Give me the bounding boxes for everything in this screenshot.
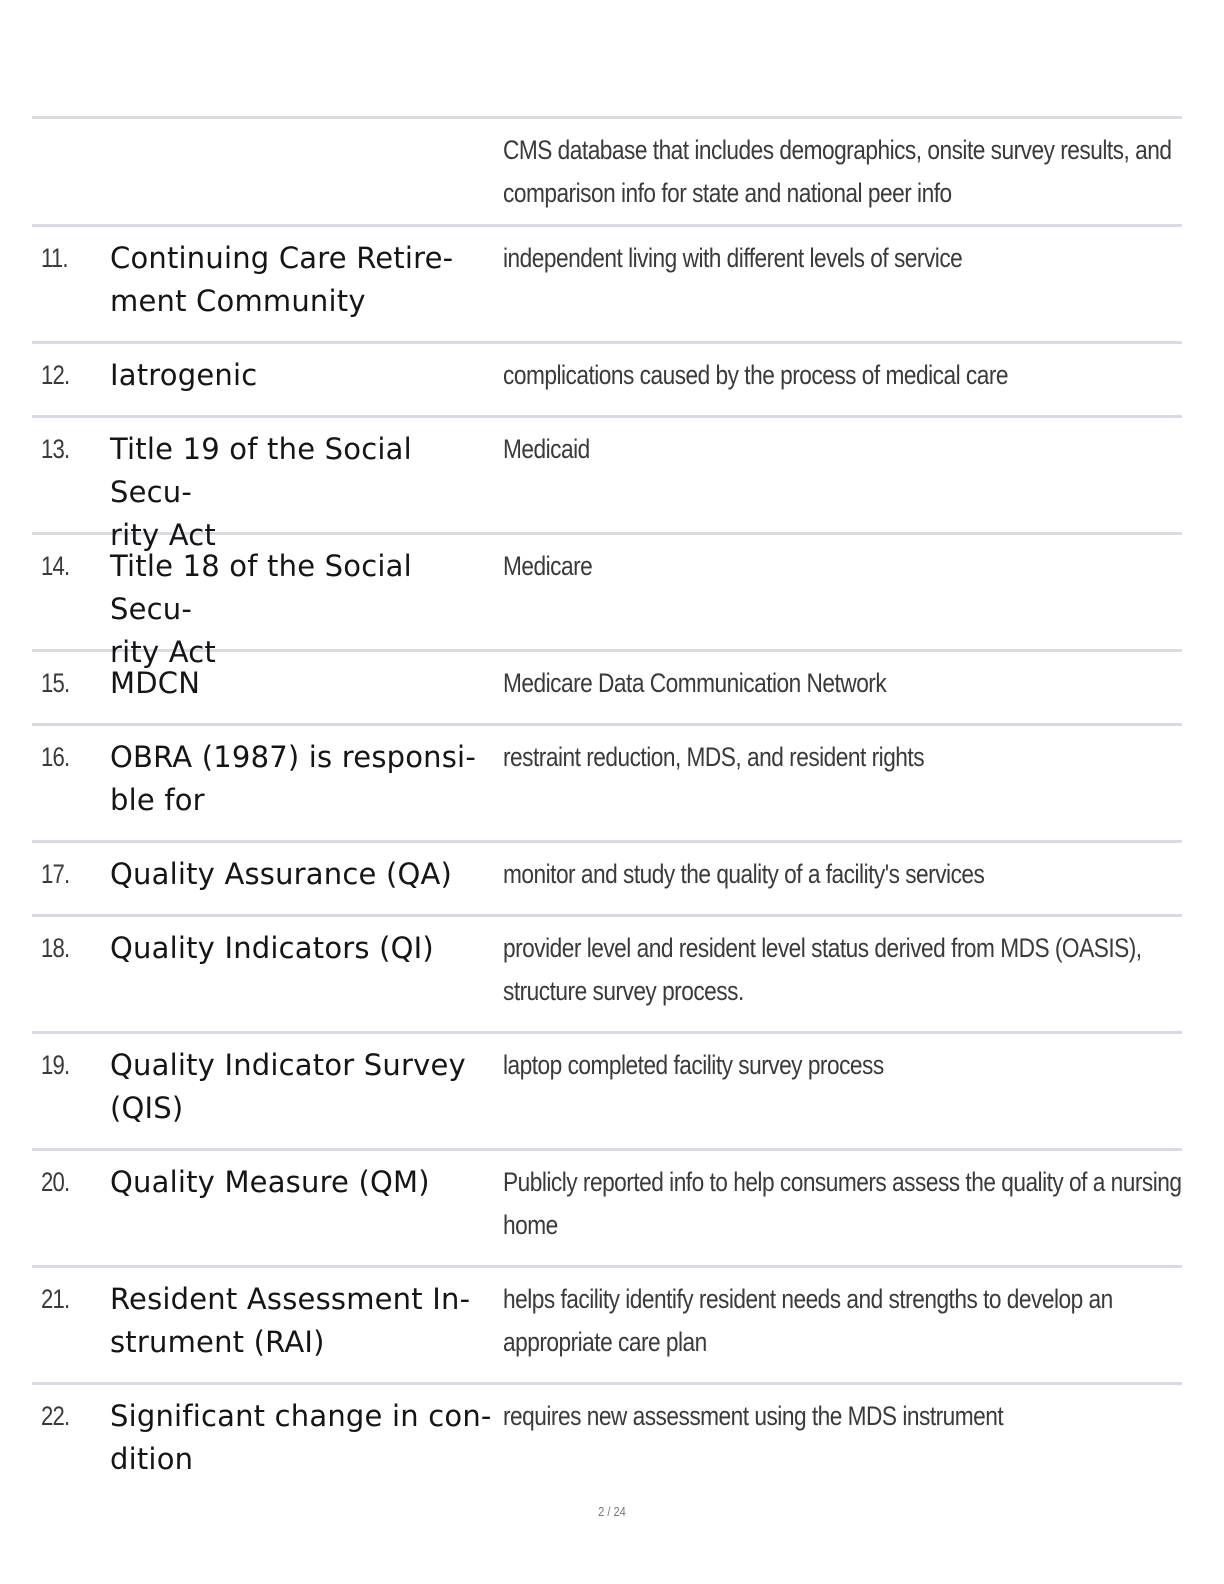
table-row xyxy=(32,418,1182,552)
item-number: 13. xyxy=(41,434,70,464)
page-number: 2 / 24 xyxy=(598,1504,626,1519)
definition-label: Medicaid xyxy=(503,434,590,464)
table-row xyxy=(32,1268,1182,1385)
item-number: 22. xyxy=(41,1401,70,1431)
item-number: 20. xyxy=(41,1167,70,1197)
item-number: 16. xyxy=(41,742,70,772)
table-row xyxy=(32,1151,1182,1268)
item-number: 12. xyxy=(41,360,70,390)
item-number: 21. xyxy=(41,1284,70,1314)
definition-text xyxy=(503,927,1182,1031)
table-row xyxy=(32,652,1182,726)
definition-text xyxy=(503,662,1182,723)
definition-label: helps facility identify resident needs and strengths to develop an appropriate care plan xyxy=(503,1284,1113,1357)
term-text: MDCN xyxy=(110,666,201,700)
definition-label: Medicare Data Communication Network xyxy=(503,668,887,698)
term-text: Quality Indicators (QI) xyxy=(110,931,434,965)
term-text: Quality Measure (QM) xyxy=(110,1165,430,1199)
definition-text xyxy=(503,1395,1182,1502)
definition-text xyxy=(503,545,1182,649)
item-number: 19. xyxy=(41,1050,70,1080)
table-row xyxy=(32,227,1182,344)
definition-label: laptop completed facility survey process xyxy=(503,1050,884,1080)
table-row xyxy=(32,344,1182,418)
definition-text xyxy=(503,1278,1182,1382)
item-number: 18. xyxy=(41,933,70,963)
table-row xyxy=(32,1034,1182,1151)
table-row xyxy=(32,1385,1182,1502)
definition-label: CMS database that includes demographics, onsite survey results, and comparison info for state and national peer info xyxy=(503,135,1172,208)
definition-label: provider level and resident level status derived from MDS (OASIS), structure survey process. xyxy=(503,933,1142,1006)
table-row xyxy=(32,917,1182,1034)
term-text: Title 18 of the Social Secu- rity Act xyxy=(110,549,412,669)
term-text: Iatrogenic xyxy=(110,358,258,392)
definition-text xyxy=(503,1044,1182,1148)
definition-label: Medicare xyxy=(503,551,593,581)
term-text: Significant change in con- dition xyxy=(110,1399,492,1476)
definition-label: Publicly reported info to help consumers assess the quality of a nursing home xyxy=(503,1167,1182,1240)
definition-text xyxy=(503,237,1182,341)
term-text: OBRA (1987) is responsi- ble for xyxy=(110,740,476,817)
term-text: Quality Indicator Survey (QIS) xyxy=(110,1048,466,1125)
definition-text xyxy=(503,129,1182,224)
table-row xyxy=(32,726,1182,843)
definition-label: requires new assessment using the MDS instrument xyxy=(503,1401,1004,1431)
definition-label: complications caused by the process of medical care xyxy=(503,360,1009,390)
term-text: Title 19 of the Social Secu- rity Act xyxy=(110,432,412,552)
definition-label: independent living with different levels of service xyxy=(503,243,963,273)
definition-text xyxy=(503,736,1182,840)
term-text: Resident Assessment In- strument (RAI) xyxy=(110,1282,471,1359)
definition-text xyxy=(503,853,1182,914)
table-row xyxy=(32,119,1182,227)
term-text: Quality Assurance (QA) xyxy=(110,857,453,891)
item-number: 14. xyxy=(41,551,70,581)
definition-text xyxy=(503,1161,1182,1265)
item-number: 17. xyxy=(41,859,70,889)
definition-text xyxy=(503,428,1182,532)
term-text: Continuing Care Retire- ment Community xyxy=(110,241,454,318)
item-number: 11. xyxy=(41,243,68,273)
definition-label: monitor and study the quality of a facility's services xyxy=(503,859,985,889)
table-row xyxy=(32,535,1182,669)
definition-text xyxy=(503,354,1182,415)
table-row xyxy=(32,843,1182,917)
term-text xyxy=(110,129,503,224)
definition-label: restraint reduction, MDS, and resident rights xyxy=(503,742,925,772)
item-number xyxy=(32,129,96,224)
item-number: 15. xyxy=(41,668,70,698)
flashcard-table xyxy=(32,116,1182,1502)
